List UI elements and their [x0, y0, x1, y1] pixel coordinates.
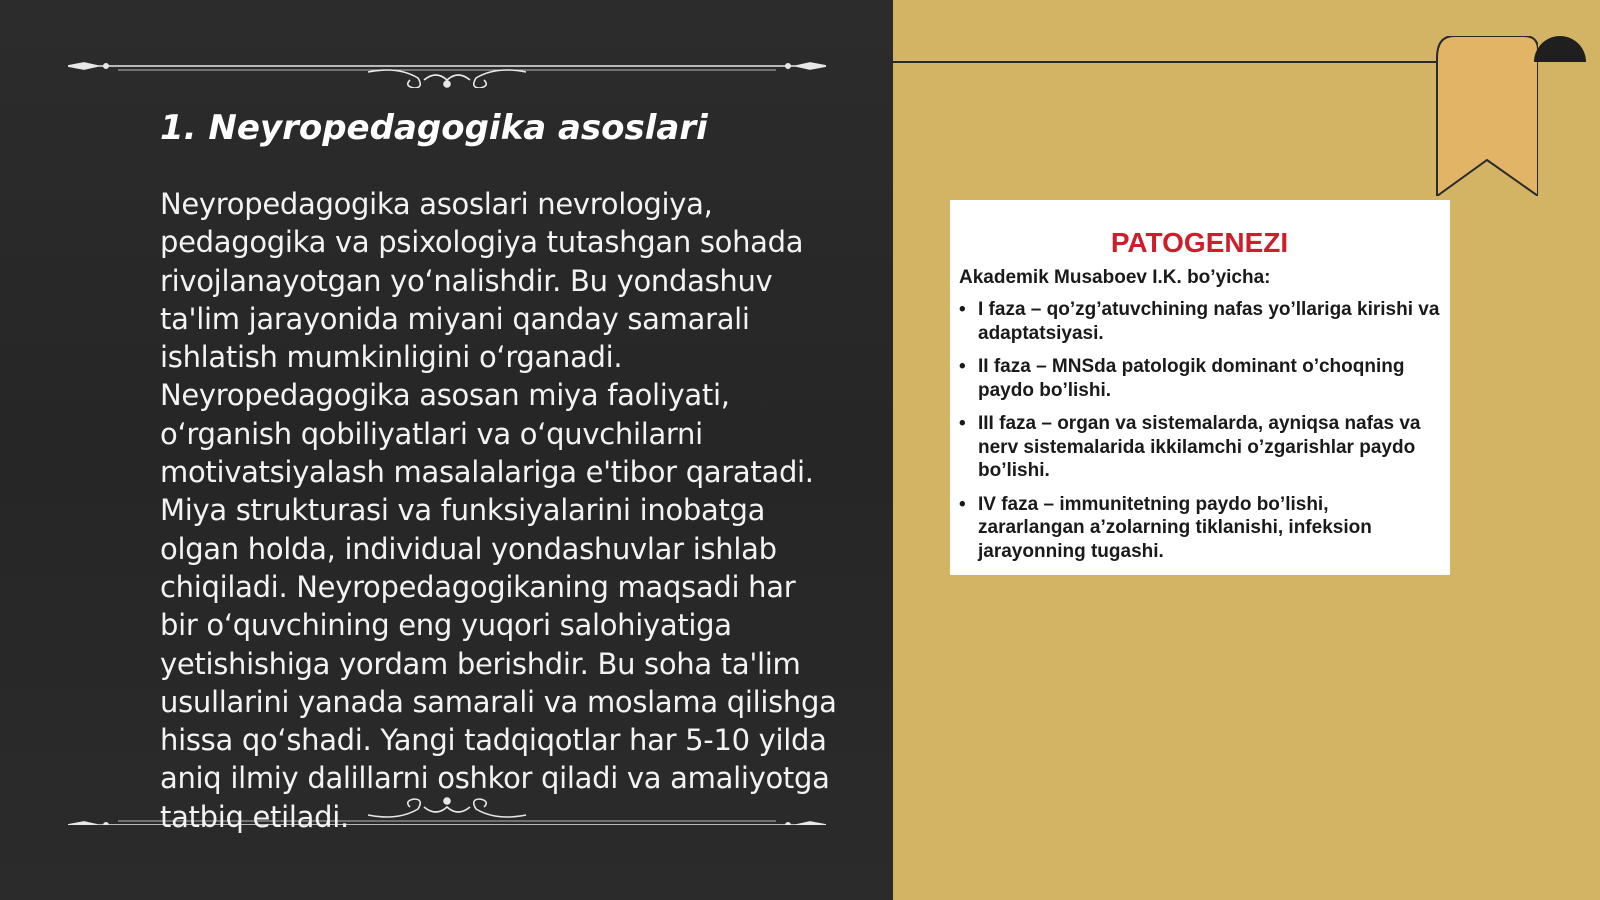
- horizontal-rule: [893, 61, 1438, 63]
- bullet-icon: •: [959, 413, 966, 434]
- slide-body-text: Neyropedagogika asoslari nevrologiya, pedagogika va psixologiya tutashgan sohada rivojlanayotgan yo‘nalishdir. Bu yondashuv ta'lim jarayonida miyani qanday samarali ishlatish mumkinligini o‘rganadi. Neyropedagogika asosan miya faoliyati, o‘rganish qobiliyatlari va o‘quvchilarni motivatsiyalash masalalariga e'tibor qaratadi. Miya strukturasi va funksiyalarini inobatga olgan holda, individual yondashuvlar ishlab chiqiladi. Neyropedagogikaning maqsadi har bir o‘quvchining eng yuqori salohiyatiga yetishishiga yordam berishdir. Bu soha ta'lim usullarini yanada samarali va moslama qilishga hissa qo‘shadi. Yangi tadqiqotlar har 5-10 yilda aniq ilmiy dalillarni oshkor qiladi va amaliyotga tatbiq etiladi.: [160, 187, 837, 834]
- top-ornament-divider-icon: [68, 44, 826, 88]
- bookmark-ribbon-icon: [1436, 36, 1538, 196]
- list-item-text: II faza – MNSda patologik dominant o’choqning paydo bo’lishi.: [978, 356, 1405, 401]
- list-item: [959, 412, 1440, 483]
- patogenezi-card: [950, 200, 1450, 575]
- list-item-text: I faza – qo’zg’atuvchining nafas yo’llariga kirishi va adaptatsiyasi.: [978, 299, 1440, 344]
- half-circle-icon: [1534, 36, 1586, 88]
- card-subtitle: Akademik Musaboev I.K. bo’yicha:: [959, 267, 1271, 288]
- slide-title: 1. Neyropedagogika asoslari: [160, 108, 708, 148]
- list-item: [959, 298, 1440, 345]
- list-item: [959, 355, 1440, 402]
- bullet-icon: •: [959, 493, 966, 515]
- bullet-icon: •: [959, 299, 966, 320]
- phase-list: [959, 298, 1440, 563]
- list-item-text: III faza – organ va sistemalarda, ayniqsa nafas va nerv sistemalarida ikkilamchi o’zgarishlar paydo bo’lishi.: [978, 413, 1421, 481]
- list-item: [959, 493, 1440, 564]
- bullet-icon: •: [959, 356, 966, 377]
- list-item-text: IV faza – immunitetning paydo bo’lishi, zararlangan a’zolarning tiklanishi, infeksion jarayonning tugashi.: [978, 493, 1372, 562]
- card-title: PATOGENEZI: [1110, 227, 1289, 258]
